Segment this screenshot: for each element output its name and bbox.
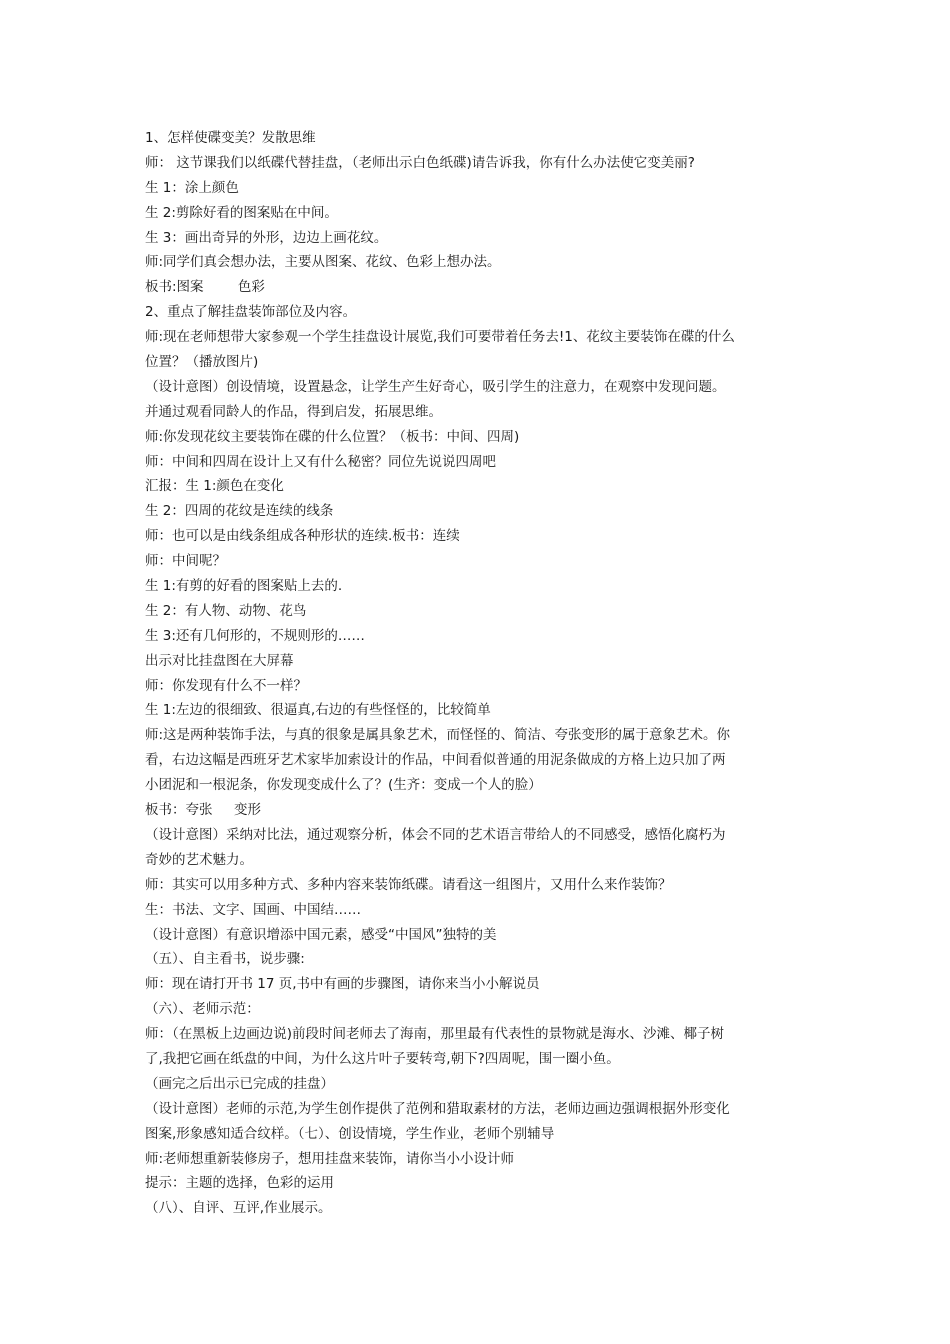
- text-line: 生 1:左边的很细致、很逼真,右边的有些怪怪的，比较简单: [145, 702, 491, 719]
- text-line: 生 2：四周的花纹是连续的线条: [145, 503, 334, 520]
- text-line: 生 1：涂上颜色: [145, 179, 239, 196]
- text-line: 师：（在黑板上边画边说)前段时间老师去了海南，那里最有代表性的景物就是海水、沙滩、椰子树: [145, 1026, 725, 1043]
- text-line: 2、重点了解挂盘装饰部位及内容。: [145, 304, 357, 321]
- text-line: 生 2:剪除好看的图案贴在中间。: [145, 204, 338, 221]
- text-line: 小团泥和一根泥条，你发现变成什么了？(生齐：变成一个人的脸）: [145, 777, 542, 794]
- text-line: （设计意图）采纳对比法，通过观察分析，体会不同的艺术语言带给人的不同感受，感悟化腐朽为: [145, 826, 726, 843]
- text-line: 生 3：画出奇异的外形，边边上画花纹。: [145, 229, 388, 246]
- text-line: 了,我把它画在纸盘的中间，为什么这片叶子要转弯,朝下?四周呢，围一圈小鱼。: [145, 1050, 620, 1067]
- text-line: （设计意图）老师的示范,为学生创作提供了范例和猎取素材的方法，老师边画边强调根据外形变化: [145, 1100, 730, 1117]
- text-line: 师:老师想重新装修房子，想用挂盘来装饰，请你当小小设计师: [145, 1150, 515, 1167]
- text-line: 图案,形象感知适合纹样。（七）、创设情境，学生作业，老师个别辅导: [145, 1125, 555, 1142]
- text-line: 生 1:有剪的好看的图案贴上去的.: [145, 578, 343, 595]
- text-line: 师： 这节课我们以纸碟代替挂盘，（老师出示白色纸碟)请告诉我，你有什么办法使它变美丽?: [145, 154, 695, 171]
- text-line: 板书：夸张 变形: [145, 802, 261, 819]
- text-line: （画完之后出示已完成的挂盘）: [145, 1075, 334, 1092]
- text-line: 板书:图案 色彩: [145, 279, 265, 296]
- text-line: （八）、自评、互评,作业展示。: [145, 1200, 332, 1217]
- text-line: 师：中间呢？: [145, 553, 226, 570]
- text-line: 师：也可以是由线条组成各种形状的连续.板书：连续: [145, 528, 460, 545]
- document-body: [145, 126, 810, 1221]
- text-line: 1、怎样使碟变美？发散思维: [145, 130, 316, 146]
- text-line: 师:现在老师想带大家参观一个学生挂盘设计展览,我们可要带着任务去!1、花纹主要装饰在碟的什么: [145, 329, 735, 346]
- text-line: 师:同学们真会想办法，主要从图案、花纹、色彩上想办法。: [145, 254, 501, 271]
- text-line: 位置？（播放图片): [145, 354, 259, 371]
- text-line: 出示对比挂盘图在大屏幕: [145, 652, 294, 669]
- text-line: 师：现在请打开书 17 页,书中有画的步骤图，请你来当小小解说员: [145, 976, 540, 993]
- text-line: （设计意图）创设情境，设置悬念，让学生产生好奇心，吸引学生的注意力，在观察中发现问题。: [145, 378, 726, 395]
- text-line: 奇妙的艺术魅力。: [145, 851, 253, 868]
- text-line: 汇报：生 1:颜色在变化: [145, 478, 284, 495]
- text-line: 生 2：有人物、动物、花鸟: [145, 602, 307, 619]
- text-line: 生：书法、文字、国画、中国结……: [145, 901, 361, 918]
- text-line: 师：中间和四周在设计上又有什么秘密？同位先说说四周吧: [145, 453, 496, 470]
- text-line: （设计意图）有意识增添中国元素，感受“中国风”独特的美: [145, 926, 497, 943]
- text-line: 师:这是两种装饰手法，与真的很象是属具象艺术，而怪怪的、简洁、夸张变形的属于意象艺术。你: [145, 727, 731, 744]
- text-line: 并通过观看同龄人的作品，得到启发，拓展思维。: [145, 403, 442, 420]
- text-line: 师：你发现有什么不一样？: [145, 677, 307, 694]
- text-line: （六）、老师示范：: [145, 1001, 260, 1018]
- text-line: 师:你发现花纹主要装饰在碟的什么位置？（板书：中间、四周): [145, 428, 520, 445]
- text-line: 提示：主题的选择，色彩的运用: [145, 1175, 334, 1192]
- text-line: 生 3:还有几何形的，不规则形的……: [145, 627, 365, 644]
- text-line: （五）、自主看书，说步骤:: [145, 951, 305, 968]
- text-line: 看，右边这幅是西班牙艺术家毕加索设计的作品，中间看似普通的用泥条做成的方格上边只加了两: [145, 752, 726, 769]
- text-line: 师：其实可以用多种方式、多种内容来装饰纸碟。请看这一组图片，又用什么来作装饰？: [145, 876, 672, 893]
